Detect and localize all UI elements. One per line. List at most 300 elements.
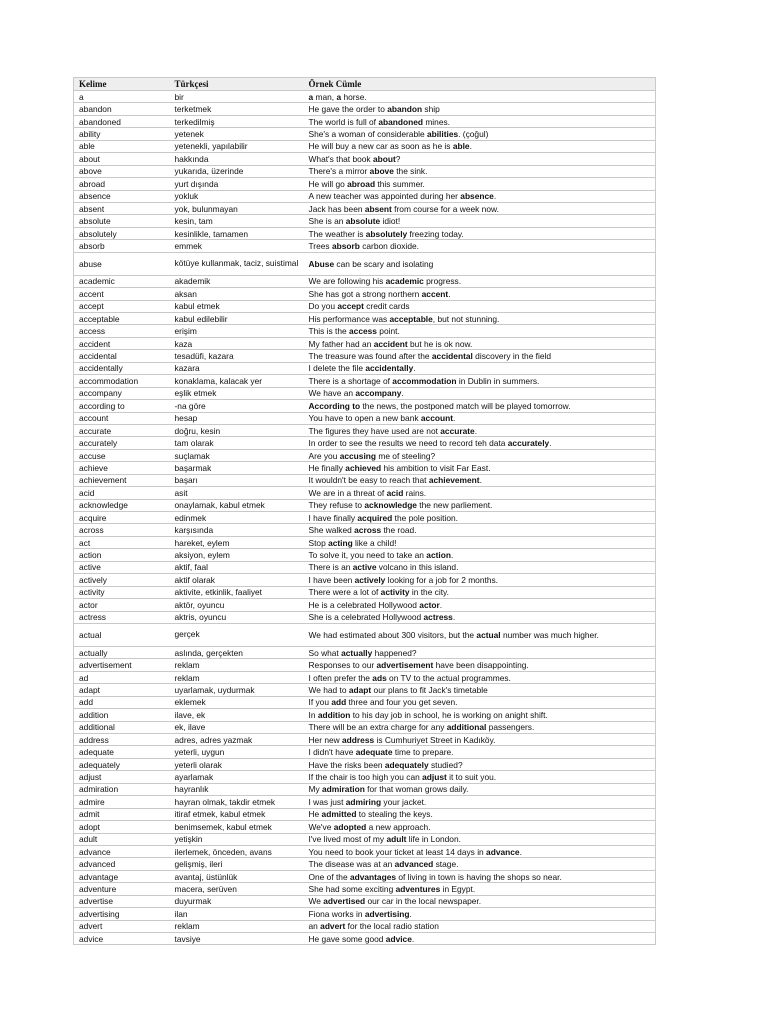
turkish-cell: macera, serüven [170, 883, 304, 895]
example-keyword: ads [372, 672, 387, 683]
example-text: . [448, 288, 451, 299]
table-row [74, 611, 656, 623]
table-row [74, 387, 656, 399]
turkish-cell: kaza [170, 337, 304, 349]
turkish-cell: reklam [170, 671, 304, 683]
word-cell: academic [74, 275, 170, 287]
word-cell: acceptable [74, 313, 170, 325]
table-row [74, 128, 656, 140]
word-cell: act [74, 536, 170, 548]
table-row [74, 895, 656, 907]
turkish-cell: adres, adres yazmak [170, 734, 304, 746]
example-text: You need to book your ticket at least 14 days in [308, 846, 487, 857]
example-cell [304, 659, 656, 671]
word-cell: adopt [74, 821, 170, 833]
example-keyword: Abuse [308, 258, 335, 269]
example-text: We've [308, 821, 334, 832]
table-row [74, 512, 656, 524]
word-cell: ability [74, 128, 170, 140]
table-row [74, 424, 656, 436]
example-keyword: adult [386, 834, 407, 845]
example-keyword: a [308, 91, 314, 102]
word-cell: abroad [74, 178, 170, 190]
example-text: She is an [308, 216, 346, 227]
example-text: She's a woman of considerable [308, 129, 427, 140]
table-row [74, 933, 656, 945]
example-keyword: admiring [345, 796, 382, 807]
example-keyword: advantages [349, 871, 397, 882]
example-keyword: actress [423, 612, 453, 623]
word-cell: adventure [74, 883, 170, 895]
example-text: your jacket. [381, 796, 427, 807]
header-turkish: Türkçesi [170, 78, 304, 91]
word-cell: abuse [74, 252, 170, 275]
example-cell [304, 449, 656, 461]
example-text: mines. [423, 116, 450, 127]
turkish-cell: erişim [170, 325, 304, 337]
example-text: This is the [308, 326, 349, 337]
example-cell [304, 611, 656, 623]
example-cell [304, 734, 656, 746]
example-cell [304, 275, 656, 287]
example-text: We [308, 896, 324, 907]
example-text: freezing today. [407, 228, 464, 239]
example-text: . (çoğul) [458, 129, 489, 140]
turkish-cell: asit [170, 487, 304, 499]
example-text: We had estimated about 300 visitors, but the [308, 629, 477, 640]
word-cell: according to [74, 400, 170, 412]
turkish-cell: aksiyon, eylem [170, 549, 304, 561]
example-text: in Egypt. [440, 883, 476, 894]
example-text: Do you [308, 301, 338, 312]
example-keyword: advanced [394, 859, 434, 870]
example-text: I delete the file [308, 363, 366, 374]
word-cell: advice [74, 933, 170, 945]
example-keyword: acid [386, 487, 404, 498]
example-keyword: advertising [364, 908, 410, 919]
turkish-cell: eklemek [170, 696, 304, 708]
table-row [74, 325, 656, 337]
example-keyword: acquired [357, 512, 393, 523]
example-text: like a child! [352, 537, 397, 548]
turkish-cell: aksan [170, 288, 304, 300]
example-text: rains. [403, 487, 427, 498]
example-keyword: achievement [428, 475, 480, 486]
example-keyword: activity [380, 587, 410, 598]
example-text: . [519, 846, 522, 857]
table-body [74, 91, 656, 945]
example-text: happened? [372, 647, 417, 658]
table-row [74, 796, 656, 808]
example-text: life in London. [406, 834, 461, 845]
table-row [74, 449, 656, 461]
example-cell [304, 140, 656, 152]
table-row [74, 115, 656, 127]
example-keyword: accent [421, 288, 449, 299]
word-cell: absence [74, 190, 170, 202]
example-text: One of the [308, 871, 350, 882]
example-keyword: admitted [321, 809, 357, 820]
example-text: We have an [308, 388, 356, 399]
header-word: Kelime [74, 78, 170, 91]
turkish-cell: yetenek [170, 128, 304, 140]
word-cell: adapt [74, 684, 170, 696]
word-cell: accuse [74, 449, 170, 461]
example-keyword: advice [385, 933, 412, 944]
example-text: The disease was at an [308, 859, 395, 870]
table-row [74, 524, 656, 536]
example-keyword: achieved [345, 462, 382, 473]
turkish-cell: tesadüfi, kazara [170, 350, 304, 362]
example-text: , but not stunning. [432, 313, 500, 324]
example-keyword: add [331, 697, 347, 708]
example-keyword: about [372, 153, 396, 164]
example-text: number was much higher. [500, 629, 599, 640]
example-cell [304, 623, 656, 646]
example-text: . [413, 363, 416, 374]
word-cell: acquire [74, 512, 170, 524]
turkish-cell: akademik [170, 275, 304, 287]
example-text: the sink. [393, 166, 428, 177]
example-text: time to prepare. [392, 747, 454, 758]
word-cell: a [74, 91, 170, 103]
table-row [74, 153, 656, 165]
word-cell: advanced [74, 858, 170, 870]
word-cell: advertisement [74, 659, 170, 671]
turkish-cell: reklam [170, 659, 304, 671]
example-keyword: accommodation [392, 375, 457, 386]
turkish-cell: avantaj, üstünlük [170, 870, 304, 882]
example-text: What's that book [308, 153, 373, 164]
example-text: My father had an [308, 338, 374, 349]
table-row [74, 549, 656, 561]
example-keyword: accurately [507, 438, 550, 449]
example-cell [304, 758, 656, 770]
turkish-cell: onaylamak, kabul etmek [170, 499, 304, 511]
word-cell: accurate [74, 424, 170, 436]
example-cell [304, 337, 656, 349]
table-row [74, 646, 656, 658]
example-text: in Dublin in summers. [456, 375, 540, 386]
word-cell: advance [74, 845, 170, 857]
example-text: He is a celebrated Hollywood [308, 599, 420, 610]
example-keyword: abilities [426, 129, 459, 140]
example-cell [304, 845, 656, 857]
example-text: In order to see the results we need to record teh data [308, 438, 508, 449]
word-cell: action [74, 549, 170, 561]
table-row [74, 821, 656, 833]
turkish-cell: yeterli, uygun [170, 746, 304, 758]
table-row [74, 202, 656, 214]
example-text: . [453, 413, 456, 424]
example-text: I often prefer the [308, 672, 373, 683]
table-row [74, 623, 656, 646]
example-cell [304, 487, 656, 499]
table-row [74, 858, 656, 870]
example-cell [304, 202, 656, 214]
example-text: She has got a strong northern [308, 288, 422, 299]
word-cell: actual [74, 623, 170, 646]
example-cell [304, 325, 656, 337]
turkish-cell: uyarlamak, uydurmak [170, 684, 304, 696]
example-cell [304, 288, 656, 300]
table-row [74, 350, 656, 362]
table-row [74, 783, 656, 795]
turkish-cell: yok, bulunmayan [170, 202, 304, 214]
table-row [74, 474, 656, 486]
example-text: to stealing the keys. [356, 809, 433, 820]
example-text: is Cumhuriyet Street in Kadıköy. [374, 734, 496, 745]
turkish-cell: -na göre [170, 400, 304, 412]
example-cell [304, 227, 656, 239]
table-row [74, 808, 656, 820]
example-text: There's a mirror [308, 166, 370, 177]
example-keyword: adopted [333, 821, 367, 832]
example-text: for that woman grows daily. [364, 784, 469, 795]
turkish-cell: yeterli olarak [170, 758, 304, 770]
turkish-cell: kötüye kullanmak, taciz, suistimal [170, 252, 304, 275]
example-keyword: actual [476, 629, 501, 640]
example-keyword: accurate [440, 425, 475, 436]
word-cell: achieve [74, 462, 170, 474]
word-cell: activity [74, 586, 170, 598]
example-text: I've lived most of my [308, 834, 387, 845]
example-text: They refuse to [308, 500, 365, 511]
example-text: He will buy a new car as soon as he is [308, 141, 453, 152]
example-text: volcano in this island. [376, 562, 459, 573]
example-cell [304, 474, 656, 486]
word-cell: acknowledge [74, 499, 170, 511]
example-text: . [401, 388, 404, 399]
turkish-cell: emmek [170, 240, 304, 252]
turkish-cell: karşısında [170, 524, 304, 536]
word-cell: account [74, 412, 170, 424]
word-cell: accent [74, 288, 170, 300]
turkish-cell: hayran olmak, takdir etmek [170, 796, 304, 808]
example-keyword: absolute [345, 216, 381, 227]
word-cell: adult [74, 833, 170, 845]
word-cell: advertise [74, 895, 170, 907]
example-text: looking for a job for 2 months. [385, 574, 499, 585]
example-text: My [308, 784, 322, 795]
table-row [74, 227, 656, 239]
example-cell [304, 512, 656, 524]
example-keyword: acknowledge [364, 500, 417, 511]
table-row [74, 190, 656, 202]
word-cell: admit [74, 808, 170, 820]
example-cell [304, 796, 656, 808]
example-keyword: adequate [355, 747, 393, 758]
example-text: an [308, 921, 321, 932]
example-text: She had some exciting [308, 883, 396, 894]
example-cell [304, 91, 656, 103]
turkish-cell: eşlik etmek [170, 387, 304, 399]
example-keyword: absorb [331, 240, 360, 251]
example-text: . [411, 933, 415, 944]
example-cell [304, 350, 656, 362]
turkish-cell: başarmak [170, 462, 304, 474]
example-cell [304, 895, 656, 907]
table-row [74, 536, 656, 548]
example-cell [304, 153, 656, 165]
word-cell: additional [74, 721, 170, 733]
word-cell: accidentally [74, 362, 170, 374]
word-cell: abandoned [74, 115, 170, 127]
example-text: . [474, 425, 478, 436]
example-text: The world is full of [308, 116, 379, 127]
example-text: Are you [308, 450, 340, 461]
example-text: horse. [341, 91, 367, 102]
table-row [74, 275, 656, 287]
example-keyword: actually [341, 647, 373, 658]
table-row [74, 671, 656, 683]
table-row [74, 499, 656, 511]
example-cell [304, 646, 656, 658]
turkish-cell: kabul etmek [170, 300, 304, 312]
turkish-cell: gerçek [170, 623, 304, 646]
table-row [74, 870, 656, 882]
example-keyword: addition [317, 709, 351, 720]
example-cell [304, 424, 656, 436]
word-cell: admiration [74, 783, 170, 795]
table-row [74, 908, 656, 920]
example-cell [304, 671, 656, 683]
turkish-cell: ilave, ek [170, 709, 304, 721]
example-text: He [308, 809, 322, 820]
example-keyword: According to [308, 400, 361, 411]
turkish-cell: aktör, oyuncu [170, 599, 304, 611]
table-row [74, 362, 656, 374]
example-cell [304, 462, 656, 474]
example-text: So what [308, 647, 342, 658]
example-keyword: admiration [322, 784, 365, 795]
word-cell: absent [74, 202, 170, 214]
table-row [74, 883, 656, 895]
example-keyword: additional [446, 722, 487, 733]
table-row [74, 140, 656, 152]
example-cell [304, 883, 656, 895]
turkish-cell: doğru, kesin [170, 424, 304, 436]
example-keyword: a [336, 91, 342, 102]
turkish-cell: kesin, tam [170, 215, 304, 227]
example-keyword: across [354, 525, 382, 536]
example-keyword: accidentally [365, 363, 414, 374]
table-row [74, 684, 656, 696]
example-keyword: accidental [431, 351, 473, 362]
example-cell [304, 746, 656, 758]
table-row [74, 462, 656, 474]
example-text: . [409, 908, 412, 919]
example-text: can be scary and isolating [334, 258, 434, 269]
example-keyword: absent [364, 203, 392, 214]
turkish-cell: başarı [170, 474, 304, 486]
example-text: Responses to our [308, 660, 377, 671]
example-text: . [469, 141, 472, 152]
table-row [74, 586, 656, 598]
table-row [74, 375, 656, 387]
word-cell: accidental [74, 350, 170, 362]
turkish-cell: ilan [170, 908, 304, 920]
example-keyword: accept [337, 301, 364, 312]
table-row [74, 561, 656, 573]
example-text: passengers. [486, 722, 535, 733]
example-keyword: advertised [323, 896, 366, 907]
example-text: it to suit you. [446, 772, 497, 783]
example-cell [304, 190, 656, 202]
table-row [74, 920, 656, 932]
example-text: The figures they have used are not [308, 425, 441, 436]
example-cell [304, 684, 656, 696]
word-cell: accurately [74, 437, 170, 449]
example-text: Stop [308, 537, 329, 548]
example-text: There were a lot of [308, 587, 381, 598]
turkish-cell: yukarıda, üzerinde [170, 165, 304, 177]
example-keyword: able [452, 141, 470, 152]
example-keyword: active [352, 562, 377, 573]
example-keyword: advance [486, 846, 520, 857]
example-text: The weather is [308, 228, 366, 239]
word-cell: accident [74, 337, 170, 349]
example-text: man, [313, 91, 337, 102]
example-text: I have been [308, 574, 355, 585]
turkish-cell: edinmek [170, 512, 304, 524]
example-text: . [493, 191, 497, 202]
example-text: . [439, 599, 443, 610]
example-text: Jack has been [308, 203, 365, 214]
example-keyword: adventures [395, 883, 441, 894]
example-cell [304, 574, 656, 586]
example-text: His performance was [308, 313, 390, 324]
example-keyword: adequately [384, 759, 429, 770]
example-cell [304, 870, 656, 882]
example-text: He finally [308, 462, 346, 473]
example-cell [304, 808, 656, 820]
word-cell: about [74, 153, 170, 165]
table-row [74, 574, 656, 586]
example-text: the news, the postponed match will be played tomorrow. [360, 400, 571, 411]
word-cell: actress [74, 611, 170, 623]
example-keyword: adjust [422, 772, 447, 783]
example-cell [304, 771, 656, 783]
example-cell [304, 933, 656, 945]
turkish-cell: duyurmak [170, 895, 304, 907]
turkish-cell: hareket, eylem [170, 536, 304, 548]
example-cell [304, 313, 656, 325]
turkish-cell: aslında, gerçekten [170, 646, 304, 658]
turkish-cell: hayranlık [170, 783, 304, 795]
word-cell: actually [74, 646, 170, 658]
example-text: of living in town is having the shops so near. [396, 871, 562, 882]
example-text: Her new [308, 734, 343, 745]
example-text: on TV to the actual programmes. [386, 672, 511, 683]
turkish-cell: tam olarak [170, 437, 304, 449]
example-keyword: actor [419, 599, 440, 610]
turkish-cell: aktris, oyuncu [170, 611, 304, 623]
turkish-cell: yetişkin [170, 833, 304, 845]
turkish-cell: bir [170, 91, 304, 103]
example-keyword: absence [460, 191, 494, 202]
turkish-cell: kazara [170, 362, 304, 374]
table-row [74, 400, 656, 412]
vocabulary-table [73, 77, 656, 945]
example-text: this summer. [375, 178, 425, 189]
example-keyword: accident [373, 338, 408, 349]
example-text: the road. [381, 525, 417, 536]
example-text: have been disappointing. [433, 660, 529, 671]
table-row [74, 215, 656, 227]
example-text: . [479, 475, 482, 486]
turkish-cell: benimsemek, kabul etmek [170, 821, 304, 833]
